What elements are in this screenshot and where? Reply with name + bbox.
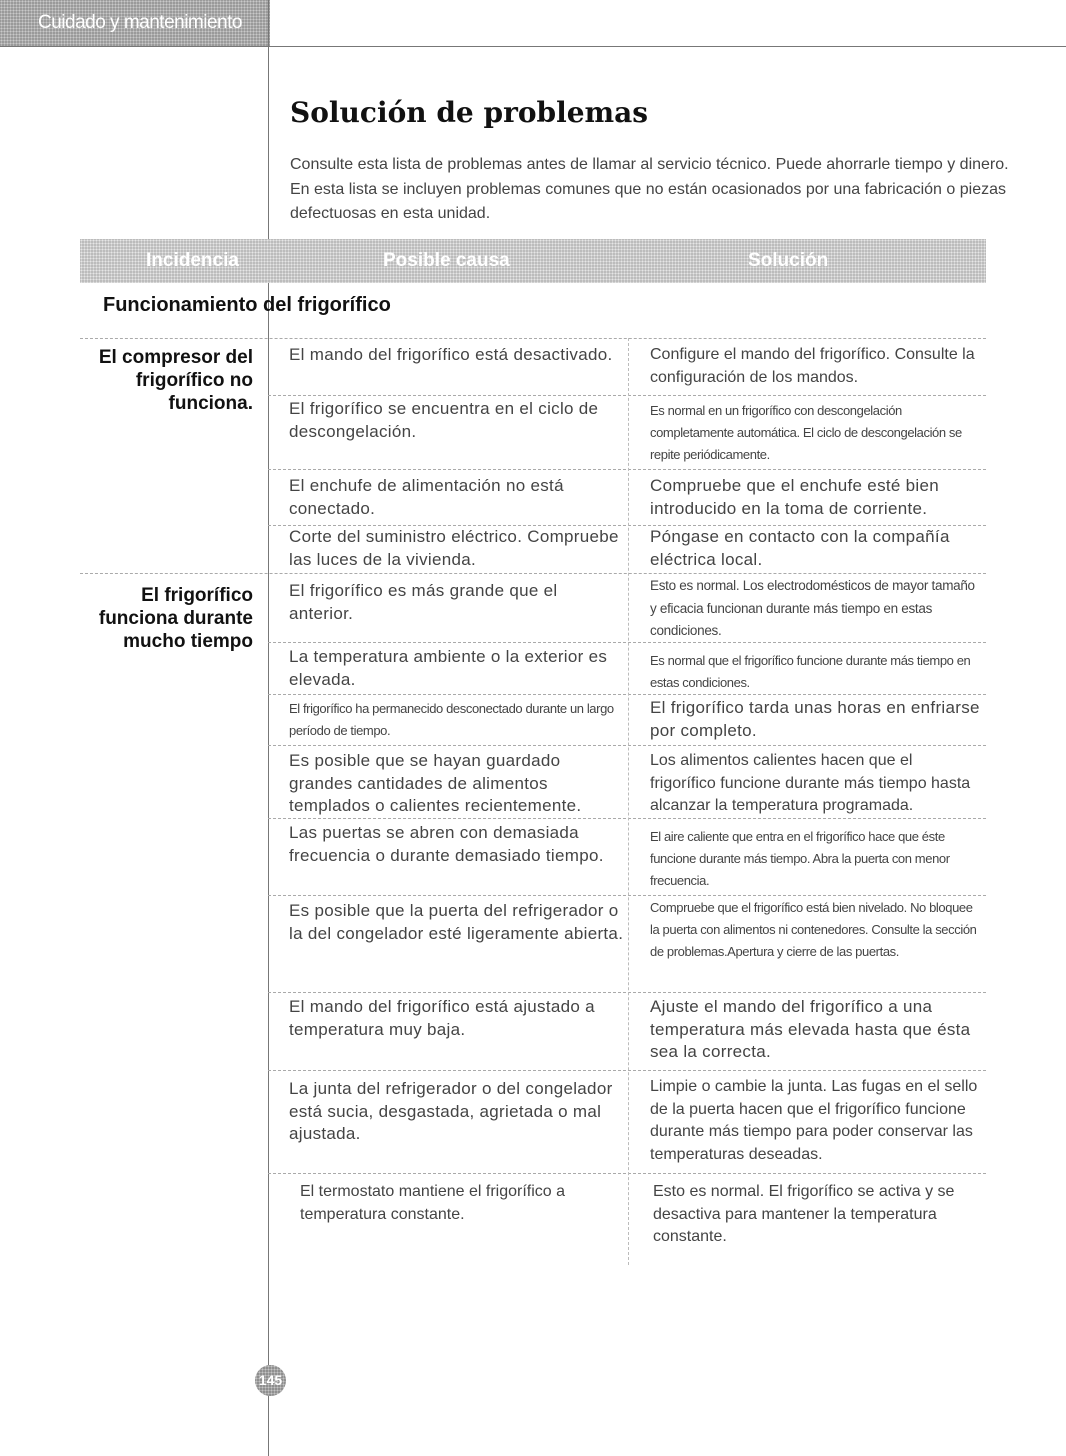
cause-cell: El mando del frigorífico está desactivado. — [289, 345, 613, 364]
cause-cell: El mando del frigorífico está ajustado a temperatura muy baja. — [289, 997, 595, 1039]
section-tab: Cuidado y mantenimiento — [0, 0, 270, 46]
section-title: Funcionamiento del frigorífico — [103, 294, 391, 316]
solution-cell: Compruebe que el enchufe esté bien introducido en la toma de corriente. — [650, 476, 940, 518]
row-divider — [80, 338, 986, 339]
solution-cell: Esto es normal. Los electrodomésticos de mayor tamaño y eficacia funcionan durante más tiempo en estas condiciones. — [650, 578, 975, 638]
cause-cell: La junta del refrigerador o del congelador está sucia, desgastada, agrietada o mal ajustada. — [289, 1079, 613, 1143]
solution-cell: Esto es normal. El frigorífico se activa y se desactiva para mantener la temperatura constante. — [653, 1183, 955, 1245]
cause-cell: Corte del suministro eléctrico. Compruebe las luces de la vivienda. — [289, 527, 619, 569]
column-header-cause: Posible causa — [383, 250, 510, 271]
cause-cell: El frigorífico ha permanecido desconectado durante un largo período de tiempo. — [289, 701, 614, 738]
solution-cell: Es normal en un frigorífico con descongelación completamente automática. El ciclo de descongelación se repite periódicamente. — [650, 403, 962, 462]
table-header — [80, 239, 986, 283]
cause-cell: El enchufe de alimentación no está conectado. — [289, 476, 564, 518]
row-divider — [268, 992, 986, 993]
cause-cell: Las puertas se abren con demasiada frecuencia o durante demasiado tiempo. — [289, 823, 604, 865]
solution-cell: Póngase en contacto con la compañía eléctrica local. — [650, 527, 950, 569]
header-rule — [0, 46, 1066, 47]
column-header-issue: Incidencia — [146, 250, 239, 271]
solution-cell: Ajuste el mando del frigorífico a una temperatura más elevada hasta que ésta sea la correcta. — [650, 997, 971, 1061]
row-divider — [268, 895, 986, 896]
intro-text: Consulte esta lista de problemas antes de llamar al servicio técnico. Puede ahorrarle tiempo y dinero. En esta lista se incluyen problemas comunes que no están ocasionados por una fabricación o piezas defectuosas en esta unidad. — [290, 156, 1009, 222]
issue-divider — [80, 573, 986, 574]
row-divider — [268, 1070, 986, 1071]
solution-cell: El aire caliente que entra en el frigorífico hace que éste funcione durante más tiempo. Abra la puerta con menor frecuencia. — [650, 829, 950, 888]
solution-cell: Configure el mando del frigorífico. Consulte la configuración de los mandos. — [650, 346, 975, 386]
issue-title-compressor: El compresor del frigorífico no funciona. — [98, 347, 253, 414]
issue-title-long-running: El frigorífico funciona durante mucho tiempo — [98, 585, 253, 652]
row-divider — [268, 1173, 986, 1174]
solution-cell: Limpie o cambie la junta. Las fugas en el sello de la puerta hacen que el frigorífico funcione durante más tiempo para poder conservar las temperaturas deseadas. — [650, 1078, 978, 1163]
row-divider — [268, 694, 986, 695]
row-divider — [268, 395, 986, 396]
column-header-solution: Solución — [748, 250, 829, 271]
cause-cell: El frigorífico es más grande que el anterior. — [289, 581, 558, 623]
solution-cell: Es normal que el frigorífico funcione durante más tiempo en estas condiciones. — [650, 653, 971, 690]
row-divider — [268, 745, 986, 746]
page-number: 145 — [255, 1365, 286, 1396]
page-title: Solución de problemas — [290, 96, 649, 129]
cause-cell: El termostato mantiene el frigorífico a temperatura constante. — [300, 1183, 566, 1223]
margin-rule — [268, 0, 269, 1456]
row-divider — [268, 469, 986, 470]
solution-cell: Compruebe que el frigorífico está bien nivelado. No bloquee la puerta con alimentos ni contenedores. Consulte la sección de problemas.Apertura y cierre de las puertas. — [650, 900, 977, 959]
cause-cell: Es posible que la puerta del refrigerador o la del congelador esté ligeramente abierta. — [289, 901, 624, 943]
solution-cell: El frigorífico tarda unas horas en enfriarse por completo. — [650, 698, 980, 740]
solution-cell: Los alimentos calientes hacen que el frigorífico funcione durante más tiempo hasta alcanzar la temperatura programada. — [650, 752, 971, 814]
row-divider — [268, 818, 986, 819]
cause-cell: La temperatura ambiente o la exterior es elevada. — [289, 647, 608, 689]
column-divider — [628, 338, 629, 1265]
cause-cell: Es posible que se hayan guardado grandes cantidades de alimentos templados o calientes recientemente. — [289, 751, 582, 815]
cause-cell: El frigorífico se encuentra en el ciclo de descongelación. — [289, 399, 599, 441]
